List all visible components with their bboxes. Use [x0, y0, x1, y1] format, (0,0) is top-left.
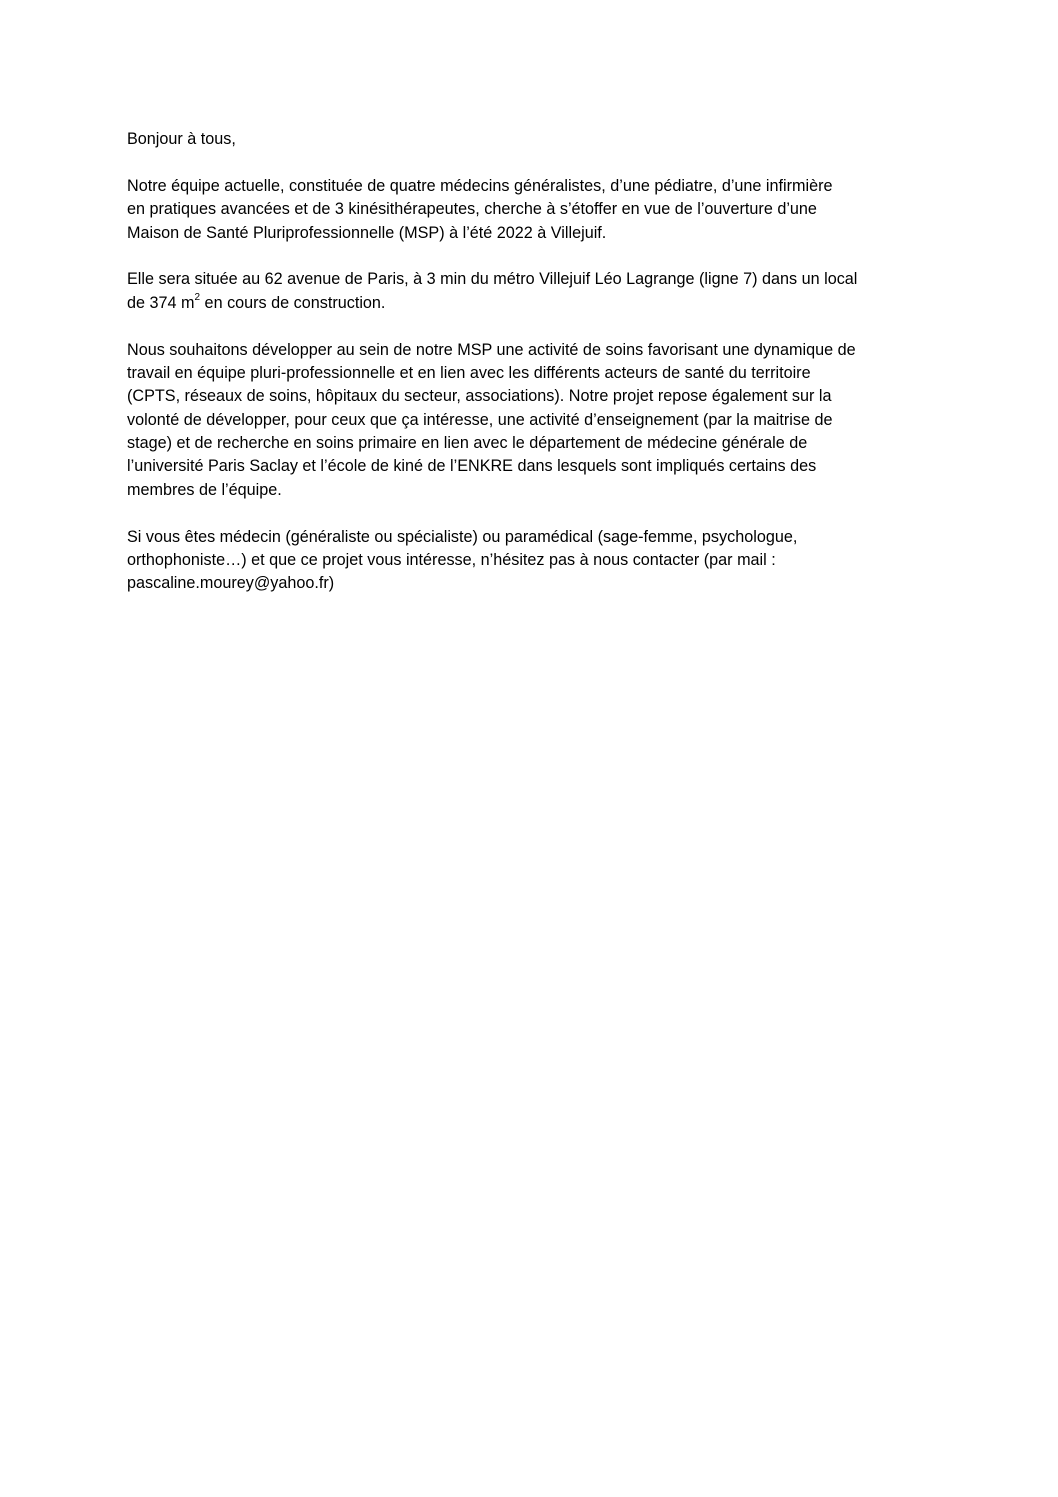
- greeting-paragraph: [127, 128, 942, 151]
- contact-email-line[interactable]: pascaline.mourey@yahoo.fr): [127, 574, 335, 593]
- construction-text: en cours de construction.: [200, 293, 386, 312]
- paragraph-line: membres de l’équipe.: [127, 480, 282, 499]
- paragraph-line: orthophoniste…) et que ce projet vous intéresse, n’hésitez pas à nous contacter (par mail :: [127, 551, 776, 570]
- paragraph-line: travail en équipe pluri-professionnelle et en lien avec les différents acteurs de santé du territoire: [127, 363, 811, 382]
- paragraph-line: volonté de développer, pour ceux que ça intéresse, une activité d’enseignement (par la maitrise de: [127, 410, 833, 429]
- paragraph-line: Maison de Santé Pluriprofessionnelle (MSP) à l’été 2022 à Villejuif.: [127, 223, 607, 242]
- paragraph-line: [127, 292, 942, 315]
- team-paragraph: [127, 175, 942, 245]
- letter-body: [127, 128, 942, 596]
- paragraph-line: Elle sera située au 62 avenue de Paris, à 3 min du métro Villejuif Léo Lagrange (ligne 7) dans un local: [127, 270, 858, 289]
- paragraph-line: Si vous êtes médecin (généraliste ou spécialiste) ou paramédical (sage-femme, psychologue,: [127, 527, 798, 546]
- paragraph-line: Nous souhaitons développer au sein de notre MSP une activité de soins favorisant une dynamique de: [127, 340, 856, 359]
- contact-paragraph: [127, 526, 942, 596]
- project-paragraph: [127, 339, 942, 503]
- square-superscript: 2: [194, 292, 201, 304]
- paragraph-line: Notre équipe actuelle, constituée de quatre médecins généralistes, d’une pédiatre, d’une infirmière: [127, 176, 833, 195]
- paragraph-line: (CPTS, réseaux de soins, hôpitaux du secteur, associations). Notre projet repose également sur la: [127, 387, 832, 406]
- paragraph-line: stage) et de recherche en soins primaire en lien avec le département de médecine générale de: [127, 434, 808, 453]
- paragraph-line: l’université Paris Saclay et l’école de kiné de l’ENKRE dans lesquels sont impliqués certains des: [127, 457, 817, 476]
- location-paragraph: [127, 268, 942, 315]
- area-text: de 374 m: [127, 293, 195, 312]
- greeting-line: Bonjour à tous,: [127, 130, 236, 148]
- paragraph-line: en pratiques avancées et de 3 kinésithérapeutes, cherche à s’étoffer en vue de l’ouverture d’une: [127, 200, 817, 219]
